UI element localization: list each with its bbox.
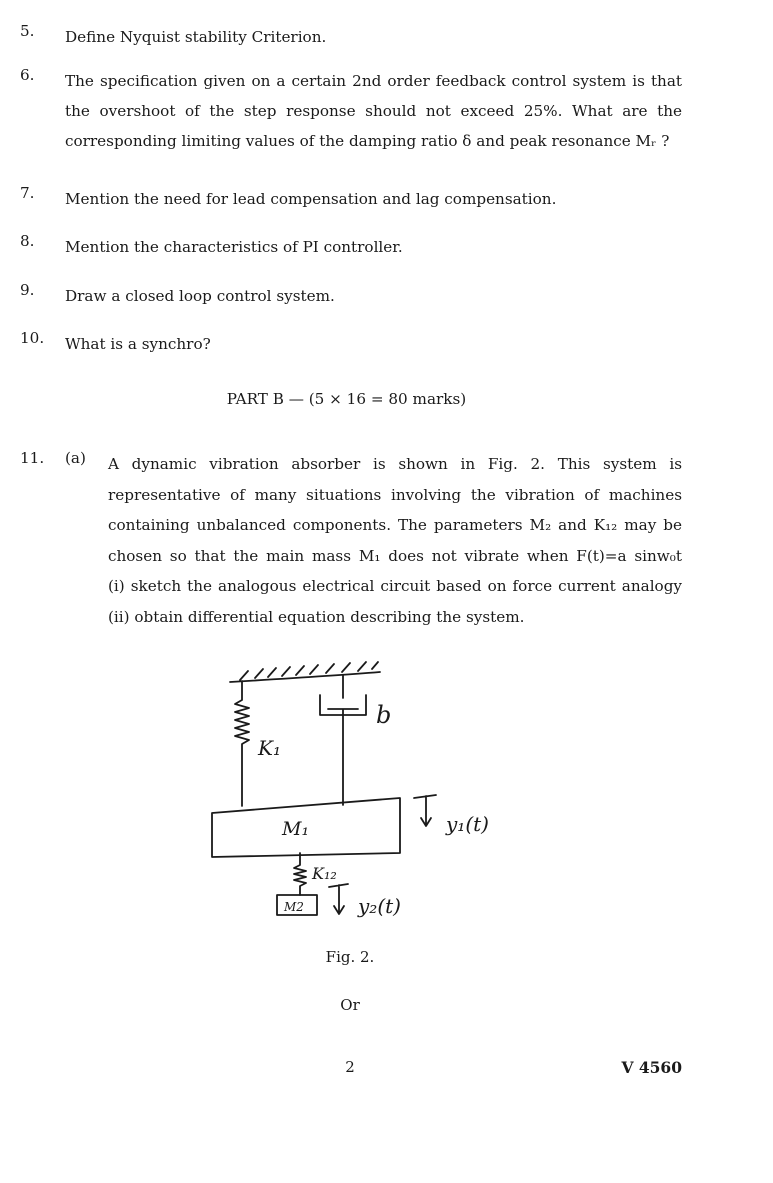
figure-caption: Fig. 2. — [325, 948, 375, 966]
part-b-heading: PART B — (5 × 16 = 80 marks) — [226, 390, 467, 408]
question-number: 11. — [20, 449, 45, 467]
question-number: 8. — [20, 232, 35, 250]
question-text — [65, 66, 682, 156]
question-text: Draw a closed loop control system. — [65, 287, 335, 305]
label-m1: M₁ — [282, 818, 310, 840]
question-text — [108, 449, 682, 632]
label-k1: K₁ — [258, 736, 281, 760]
question-text: What is a synchro? — [65, 335, 211, 353]
question-number: 6. — [20, 66, 35, 84]
question-number: 5. — [20, 22, 35, 40]
ground-line — [230, 672, 380, 682]
label-y1: y₁(t) — [446, 812, 489, 836]
sub-question-label: (a) — [65, 449, 86, 467]
question-number: 10. — [20, 329, 45, 347]
vibration-absorber-figure — [200, 655, 530, 925]
question-line: The specification given on a certain 2nd order feedback control system is that — [65, 72, 682, 90]
label-y2: y₂(t) — [358, 894, 401, 918]
label-m2: M2 — [284, 900, 304, 914]
question-text: Mention the characteristics of PI controller. — [65, 238, 403, 256]
question-text: Define Nyquist stability Criterion. — [65, 28, 327, 46]
spring-k12 — [294, 853, 306, 895]
question-number: 7. — [20, 184, 35, 202]
question-line: (ii) obtain differential equation describing the system. — [108, 607, 525, 626]
question-text: Mention the need for lead compensation and lag compensation. — [65, 190, 557, 208]
question-line: chosen so that the main mass M₁ does not vibrate when F(t)=a sinw₀t — [108, 546, 682, 565]
question-line: corresponding limiting values of the damping ratio δ and peak resonance Mᵣ ? — [65, 132, 670, 150]
question-line: containing unbalanced components. The parameters M₂ and K₁₂ may be — [108, 516, 682, 534]
question-line: (i) sketch the analogous electrical circuit based on force current analogy — [108, 577, 682, 595]
page-number: 2 — [345, 1058, 355, 1076]
damper-b — [320, 675, 366, 805]
y1-arrow — [414, 795, 436, 826]
spring-k1 — [235, 681, 249, 806]
or-separator: Or — [340, 996, 360, 1014]
label-b: b — [376, 701, 392, 729]
question-line: the overshoot of the step response should not exceed 25%. What are the — [65, 102, 682, 120]
question-line: A dynamic vibration absorber is shown in Fig. 2. This system is — [108, 455, 682, 473]
question-line: representative of many situations involving the vibration of machines — [108, 485, 682, 504]
y2-arrow — [329, 884, 348, 914]
label-k12: K₁₂ — [312, 864, 337, 883]
exam-code: V 4560 — [621, 1058, 682, 1077]
question-number: 9. — [20, 281, 35, 299]
